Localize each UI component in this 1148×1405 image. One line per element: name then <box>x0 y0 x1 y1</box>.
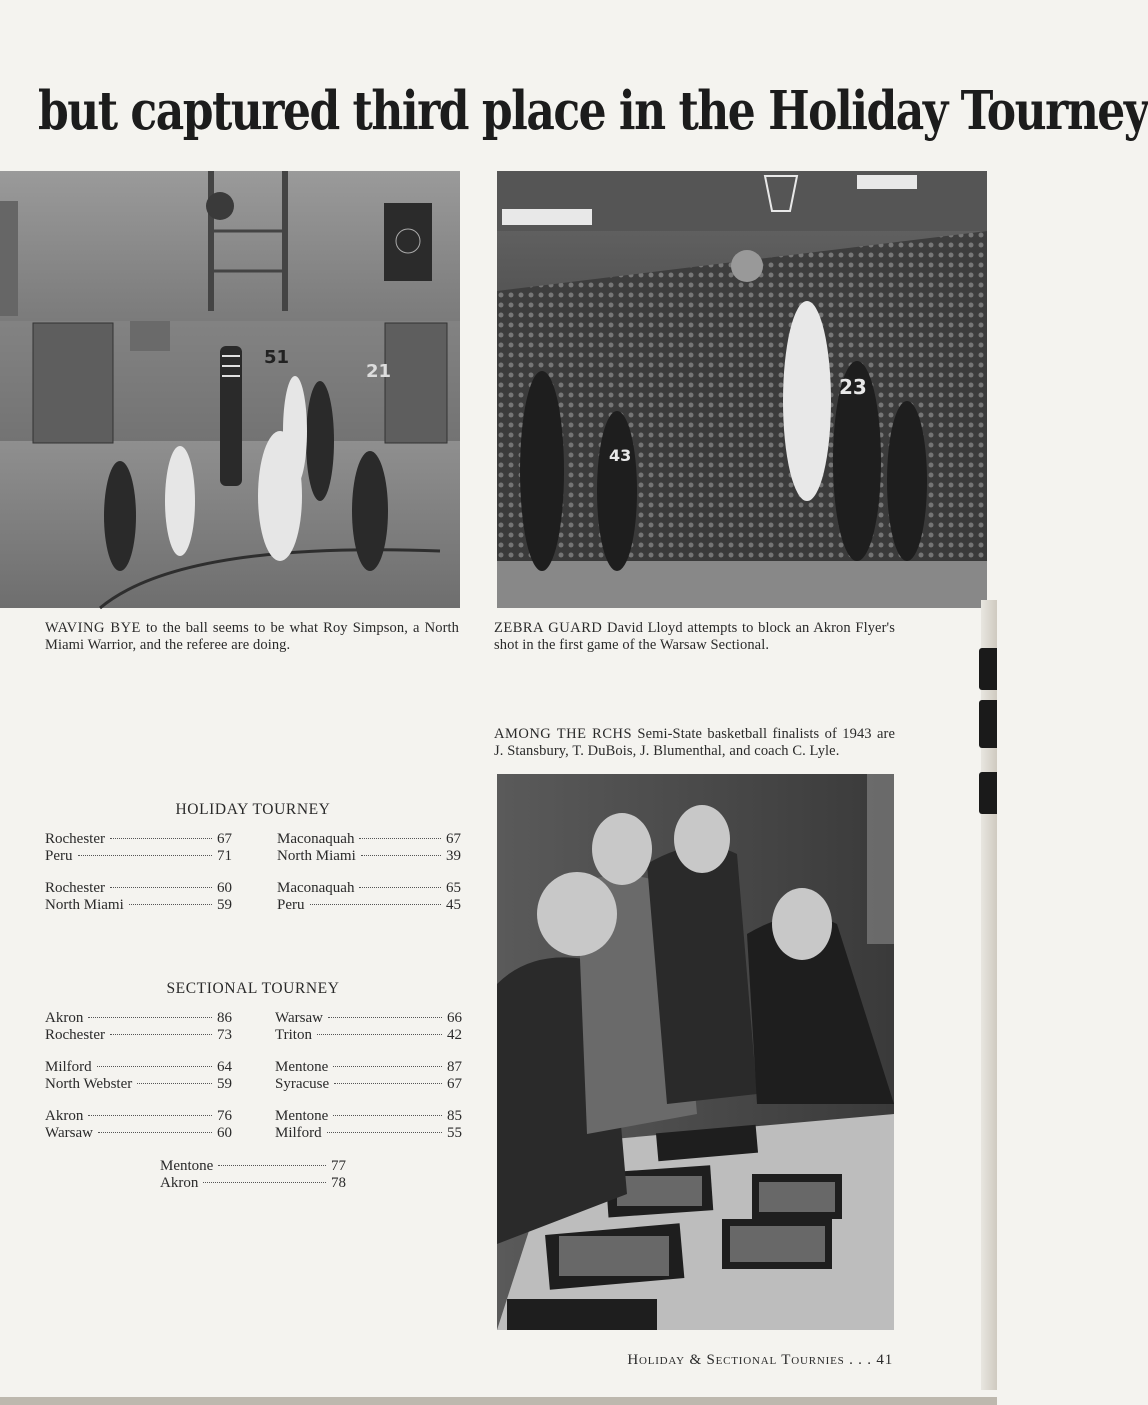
team-name: Akron <box>160 1175 199 1191</box>
team-score: 87 <box>447 1059 462 1075</box>
caption-text: to the ball seems to be what Roy Simpson, a North Miami Warrior, and the referee are doing. <box>45 620 459 653</box>
jersey-number-43: 43 <box>609 446 632 465</box>
page-number: 41 <box>876 1352 893 1368</box>
sectional-right-row-4 <box>275 1075 462 1093</box>
sectional-right-row-5 <box>275 1107 462 1125</box>
jersey-number-21: 21 <box>366 361 392 382</box>
sectional-left-row-4 <box>45 1075 232 1093</box>
team-score: 66 <box>447 1010 462 1026</box>
team-score: 67 <box>217 831 232 847</box>
team-score: 60 <box>217 1125 232 1141</box>
team-name: Mentone <box>275 1059 329 1075</box>
holiday-left-row-4 <box>45 896 232 914</box>
team-name: Warsaw <box>275 1010 323 1026</box>
team-score: 76 <box>217 1108 232 1124</box>
team-score: 39 <box>446 848 461 864</box>
sectional-right-row-6 <box>275 1124 462 1142</box>
jersey-number-51: 51 <box>264 347 290 368</box>
sectional-final-row-1 <box>160 1157 346 1175</box>
sectional-left-row-3 <box>45 1058 232 1076</box>
team-name: Milford <box>45 1059 92 1075</box>
team-name: Warsaw <box>45 1125 93 1141</box>
team-score: 86 <box>217 1010 232 1026</box>
team-name: Peru <box>277 897 305 913</box>
page-bottom-edge <box>0 1397 997 1405</box>
sectional-left-row-2 <box>45 1026 232 1044</box>
page-headline: but captured third place in the Holiday Tourney <box>38 80 1148 142</box>
caption-text: David Lloyd attempts to block an Akron Flyer's shot in the first game of the Warsaw Sectional. <box>494 620 895 653</box>
caption-lead: ZEBRA GUARD <box>494 620 603 636</box>
sectional-left-row-1 <box>45 1009 232 1027</box>
holiday-left-row-3 <box>45 879 232 897</box>
sectional-right-row-2 <box>275 1026 462 1044</box>
team-name: Syracuse <box>275 1076 330 1092</box>
team-name: North Miami <box>45 897 124 913</box>
photo-jump-ball <box>0 171 460 608</box>
team-name: Rochester <box>45 1027 105 1043</box>
team-name: Milford <box>275 1125 322 1141</box>
photo-coaches <box>497 774 894 1330</box>
holiday-left-row-2 <box>45 847 232 865</box>
team-name: Akron <box>45 1108 84 1124</box>
sectional-left-row-5 <box>45 1107 232 1125</box>
binder-clip <box>979 648 997 690</box>
team-name: Mentone <box>160 1158 214 1174</box>
team-score: 78 <box>331 1175 346 1191</box>
team-score: 59 <box>217 1076 232 1092</box>
team-score: 42 <box>447 1027 462 1043</box>
caption-lead: AMONG THE RCHS <box>494 726 633 742</box>
team-name: North Miami <box>277 848 356 864</box>
footer-section-name: Holiday & Sectional Tournies <box>627 1352 845 1368</box>
holiday-right-row-1 <box>277 830 461 848</box>
team-score: 65 <box>446 880 461 896</box>
team-name: Akron <box>45 1010 84 1026</box>
binder-clip <box>979 772 997 814</box>
team-score: 73 <box>217 1027 232 1043</box>
team-name: Triton <box>275 1027 312 1043</box>
team-score: 85 <box>447 1108 462 1124</box>
team-name: Maconaquah <box>277 880 355 896</box>
holiday-right-row-3 <box>277 879 461 897</box>
team-score: 77 <box>331 1158 346 1174</box>
photo-layup <box>497 171 987 608</box>
team-score: 59 <box>217 897 232 913</box>
jersey-number-23: 23 <box>839 375 867 399</box>
team-score: 71 <box>217 848 232 864</box>
holiday-tourney-title: HOLIDAY TOURNEY <box>175 801 331 818</box>
sectional-right-row-1 <box>275 1009 462 1027</box>
team-score: 67 <box>446 831 461 847</box>
team-score: 60 <box>217 880 232 896</box>
holiday-right-row-4 <box>277 896 461 914</box>
caption-jump-ball <box>45 620 459 654</box>
sectional-left-row-6 <box>45 1124 232 1142</box>
team-name: Rochester <box>45 880 105 896</box>
team-score: 64 <box>217 1059 232 1075</box>
sectional-tourney-title: SECTIONAL TOURNEY <box>166 980 340 997</box>
team-name: North Webster <box>45 1076 133 1092</box>
team-name: Mentone <box>275 1108 329 1124</box>
team-score: 55 <box>447 1125 462 1141</box>
caption-text: Semi-State basketball finalists of 1943 are J. Stansbury, T. DuBois, J. Blumenthal, and coach C. Lyle. <box>494 726 895 759</box>
caption-coaches <box>494 726 895 760</box>
page-footer: Holiday & Sectional Tournies . . . 41 <box>627 1352 893 1368</box>
binder-clip <box>979 700 997 748</box>
team-score: 67 <box>447 1076 462 1092</box>
holiday-left-row-1 <box>45 830 232 848</box>
caption-lead: WAVING BYE <box>45 620 141 636</box>
sectional-final-row-2 <box>160 1174 346 1192</box>
team-name: Rochester <box>45 831 105 847</box>
holiday-right-row-2 <box>277 847 461 865</box>
team-score: 45 <box>446 897 461 913</box>
team-name: Peru <box>45 848 73 864</box>
team-name: Maconaquah <box>277 831 355 847</box>
caption-layup <box>494 620 895 654</box>
sectional-right-row-3 <box>275 1058 462 1076</box>
